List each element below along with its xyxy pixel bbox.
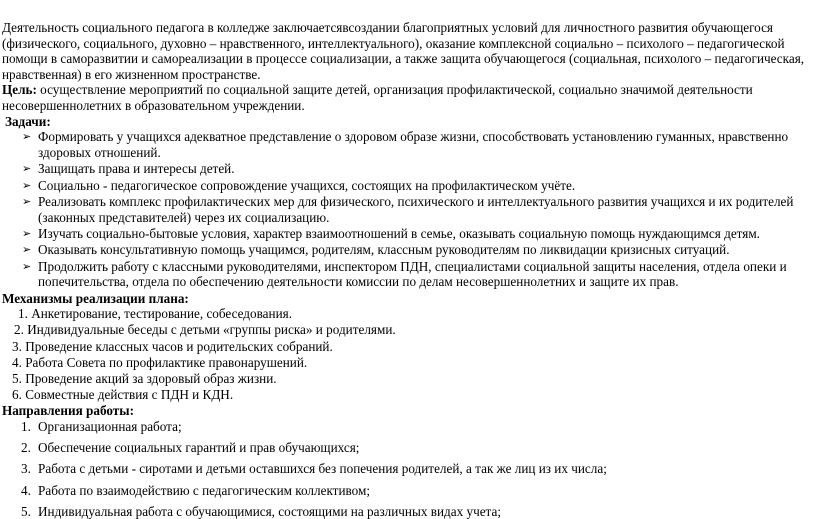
goal-text: осуществление мероприятий по социальной защите детей, организация профилактической, социально значимой деятельности несовершеннолетних в образовательном учреждении. bbox=[2, 82, 753, 113]
mechanism-item: 4. Работа Совета по профилактике правонарушений. bbox=[12, 354, 308, 370]
arrow-bullet-icon: ➢ bbox=[22, 259, 32, 273]
arrow-bullet-icon: ➢ bbox=[22, 162, 32, 176]
mechanism-item: 3. Проведение классных часов и родительских собраний. bbox=[12, 338, 333, 354]
task-item: ➢ Оказывать консультативную помощь учащимся, родителям, классным руководителям по ликвидации кризисных ситуаций. bbox=[22, 242, 730, 258]
arrow-bullet-icon: ➢ bbox=[22, 130, 32, 144]
task-item: ➢ Продолжить работу с классными руководителями, инспектором ПДН, специалистами социальной защиты населения, отдела опеки и попечительства, отдела по обеспечению деятельности комиссии по делам несовершеннолетних и защите их прав. bbox=[22, 258, 787, 290]
direction-item: 1. Организационная работа; bbox=[21, 418, 182, 434]
task-item: ➢ Изучать социально-бытовые условия, характер взаимоотношений в семье, оказывать социальную помощь нуждающимся детям. bbox=[22, 225, 760, 241]
mechanism-item: 1. Анкетирование, тестирование, собеседования. bbox=[18, 306, 292, 322]
direction-item: 4. Работа по взаимодействию с педагогическим коллективом; bbox=[21, 482, 370, 498]
directions-heading: Направления работы: bbox=[2, 403, 134, 419]
arrow-bullet-icon: ➢ bbox=[22, 226, 32, 240]
goal-label: Цель: bbox=[2, 82, 37, 98]
task-item: ➢ Защищать права и интересы детей. bbox=[22, 161, 235, 177]
arrow-bullet-icon: ➢ bbox=[22, 243, 32, 257]
direction-item: 3. Работа с детьми - сиротами и детьми оставшихся без попечения родителей, а так же лиц из их числа; bbox=[21, 461, 607, 477]
intro-paragraph: Деятельность социального педагога в колледже заключаетсявсоздании благоприятных условий для личностного развития обучающегося (физического, социального, духовно – нравственного, интеллектуального), оказание комплексной социально – психолого – педагогической помощи в саморазвитии и самореализации в процессе социализации, а также защита обучающегося (социальная, психолого – педагогическая, нравственная) в его жизненном пространстве. bbox=[2, 20, 805, 82]
mechanisms-heading: Механизмы реализации плана: bbox=[2, 290, 189, 306]
directions-list bbox=[2, 419, 810, 519]
mechanism-item: 6. Совместные действия с ПДН и КДН. bbox=[12, 387, 234, 403]
arrow-bullet-icon: ➢ bbox=[22, 178, 32, 192]
arrow-bullet-icon: ➢ bbox=[22, 194, 32, 208]
task-item: ➢ Реализовать комплекс профилактических мер для физического, психического и интеллектуального развития учащихся и их родителей (законных представителей) через их социализацию. bbox=[22, 193, 794, 225]
tasks-heading: Задачи: bbox=[5, 113, 51, 129]
tasks-list bbox=[2, 129, 810, 290]
goal-paragraph bbox=[2, 82, 810, 113]
mechanism-item: 2. Индивидуальные беседы с детьми «группы риска» и родителями. bbox=[14, 322, 396, 338]
mechanism-item: 5. Проведение акций за здоровый образ жизни. bbox=[12, 371, 277, 387]
direction-item: 5. Индивидуальная работа с обучающимися, состоящими на различных видах учета; bbox=[21, 503, 501, 519]
task-item: ➢ Социально - педагогическое сопровождение учащихся, состоящих на профилактическом учёте. bbox=[22, 177, 576, 193]
direction-item: 2. Обеспечение социальных гарантий и прав обучающихся; bbox=[21, 440, 360, 456]
task-item: ➢ Формировать у учащихся адекватное представление о здоровом образе жизни, способствовать установлению гуманных, нравственно здоровых отношений. bbox=[22, 129, 789, 160]
